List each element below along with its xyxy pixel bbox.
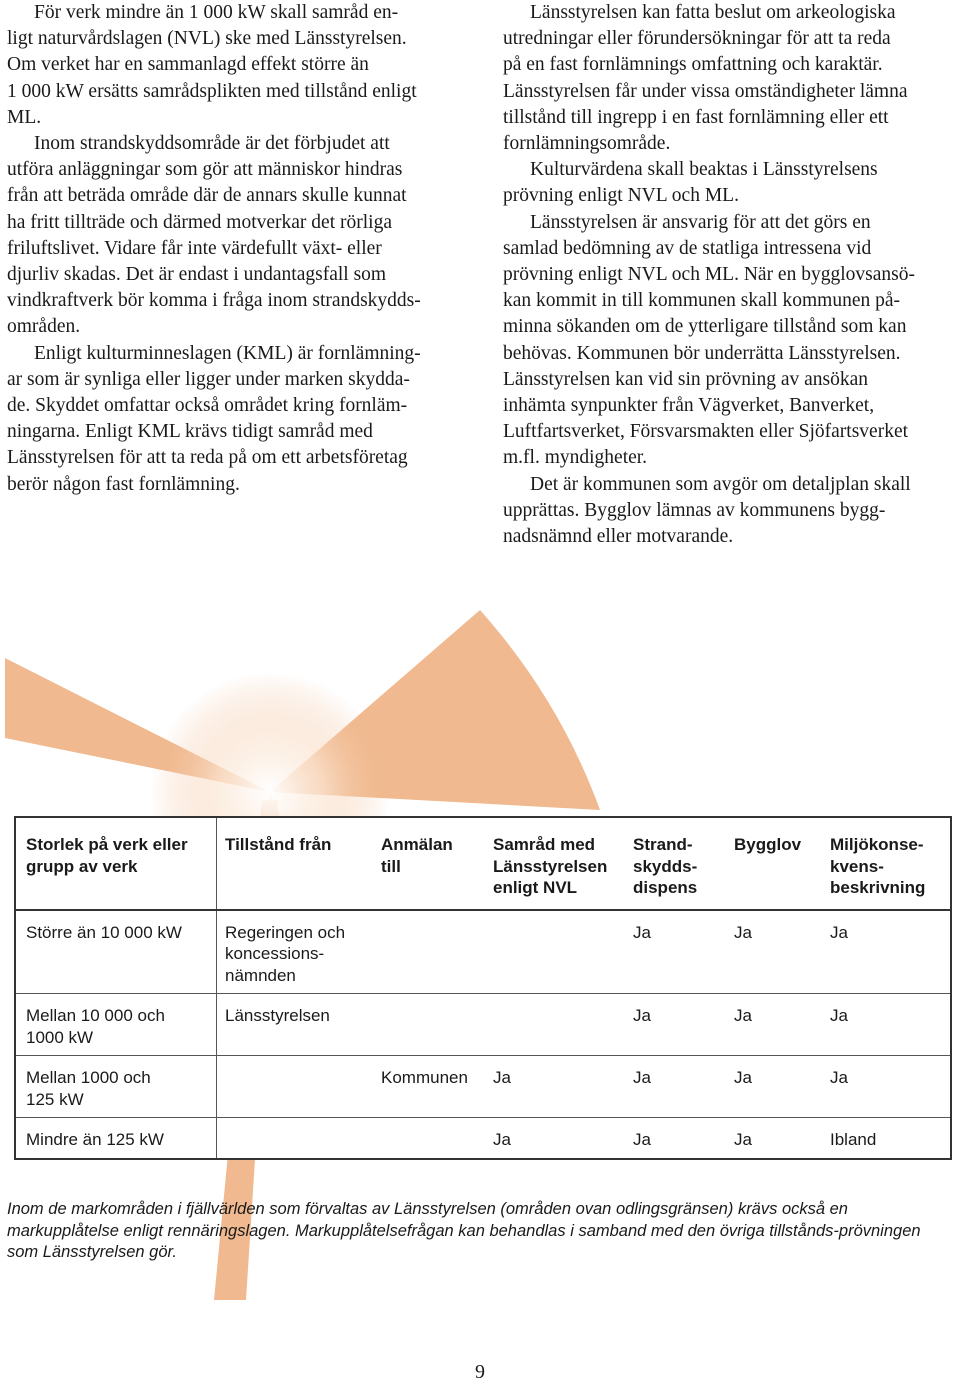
cell-permit-from: Länsstyrelsen [217,994,374,1056]
left-text-column [7,0,465,498]
cell-permit-from: Regeringen och koncessions- nämnden [217,910,374,994]
cell-permit-from [217,1118,374,1159]
cell-consultation: Ja [485,1118,625,1159]
cell-shore-dispensation: Ja [625,994,726,1056]
cell-notification [373,910,485,994]
header-permit-from: Tillstånd från [217,817,374,910]
cell-consultation [485,994,625,1056]
cell-eia: Ja [822,994,951,1056]
cell-building-permit: Ja [726,1056,822,1118]
cell-consultation: Ja [485,1056,625,1118]
table-row [15,994,951,1056]
cell-notification [373,1118,485,1159]
cell-notification [373,994,485,1056]
paragraph-cultural-values: Kulturvärdena skall beaktas i Länsstyrelsens prövning enligt NVL och ML. [503,159,878,207]
table-row [15,1056,951,1118]
header-eia: Miljökonse- kvens- beskrivning [822,817,951,910]
right-text-column [503,0,958,550]
cell-size: Mindre än 125 kW [15,1118,217,1159]
cell-building-permit: Ja [726,1118,822,1159]
cell-building-permit: Ja [726,910,822,994]
paragraph-detail-plan: Det är kommunen som avgör om detaljplan skall upprättas. Bygglov lämnas av kommunens bygg- nadsnämnd eller motvarande. [503,473,911,548]
paragraph-archaeology: Länsstyrelsen kan fatta beslut om arkeologiska utredningar eller förundersökningar för att ta reda på en fast fornlämnings omfattning och karaktär. Länsstyrelsen får under vissa omständigheter lämna tillstånd till ingrepp i en fast fornlämning eller ett fornlämningsområde. [503,2,908,155]
cell-shore-dispensation: Ja [625,1118,726,1159]
paragraph-shore-protection: Inom strandskyddsområde är det förbjudet att utföra anläggningar som gör att människor hindras från att beträda område där de annars skulle kunnat ha fritt tillträde och därmed motverkar det rörliga friluftslivet. Vidare får inte värdefullt växt- eller djurliv skadas. Det är endast i undantagsfall som vindkraftverk bör komma i fråga inom strandskydds- områden. [7,133,421,338]
paragraph-state-interests: Länsstyrelsen är ansvarig för att det görs en samlad bedömning av de statliga intressena vid prövning enligt NVL och ML. När en bygglovsansö- kan kommit in till kommunen skall kommunen på- minna sökanden om de ytterligare tillstånd som kan behövas. Kommunen bör underrätta Länsstyrelsen. Länsstyrelsen kan vid sin prövning av ansökan inhämta synpunkter från Vägverket, Banverket, Luftfartsverket, Försvarsmakten eller Sjöfartsverket m.fl. myndigheter. [503,211,915,469]
cell-size: Mellan 10 000 och 1000 kW [15,994,217,1056]
cell-permit-from [217,1056,374,1118]
cell-building-permit: Ja [726,994,822,1056]
header-consultation: Samråd med Länsstyrelsen enligt NVL [485,817,625,910]
cell-shore-dispensation: Ja [625,910,726,994]
cell-notification: Kommunen [373,1056,485,1118]
paragraph-kml: Enligt kulturminneslagen (KML) är fornlämning- ar som är synliga eller ligger under marken skydda- de. Skyddet omfattar också området kring fornläm- ningarna. Enligt KML krävs tidigt samråd med Länsstyrelsen för att ta reda på om ett arbetsföretag berör någon fast fornlämning. [7,342,421,495]
permit-table [14,816,952,1160]
cell-consultation [485,910,625,994]
header-building-permit: Bygglov [726,817,822,910]
table-footnote: Inom de markområden i fjällvärlden som förvaltas av Länsstyrelsen (områden ovan odlingsgränsen) krävs också en markupplåtelse enligt rennäringslagen. Markupplåtelsefrågan kan behandlas i samband med den övriga tillstånds-prövningen som Länsstyrelsen gör. [7,1200,921,1261]
cell-eia: Ibland [822,1118,951,1159]
cell-eia: Ja [822,910,951,994]
header-size: Storlek på verk eller grupp av verk [15,817,217,910]
cell-size: Mellan 1000 och 125 kW [15,1056,217,1118]
paragraph-nvl-consultation: För verk mindre än 1 000 kW skall samråd en- ligt naturvårdslagen (NVL) ske med Länsstyrelsen. Om verket har en sammanlagd effekt större än 1 000 kW ersätts samrådsplikten med tillstånd enligt ML. [7,2,417,128]
cell-size: Större än 10 000 kW [15,910,217,994]
table-header-row [15,817,951,910]
cell-eia: Ja [822,1056,951,1118]
table-row [15,910,951,994]
table-row [15,1118,951,1159]
cell-shore-dispensation: Ja [625,1056,726,1118]
header-notification: Anmälan till [373,817,485,910]
page-number: 9 [475,1361,485,1383]
header-shore-dispensation: Strand- skydds- dispens [625,817,726,910]
